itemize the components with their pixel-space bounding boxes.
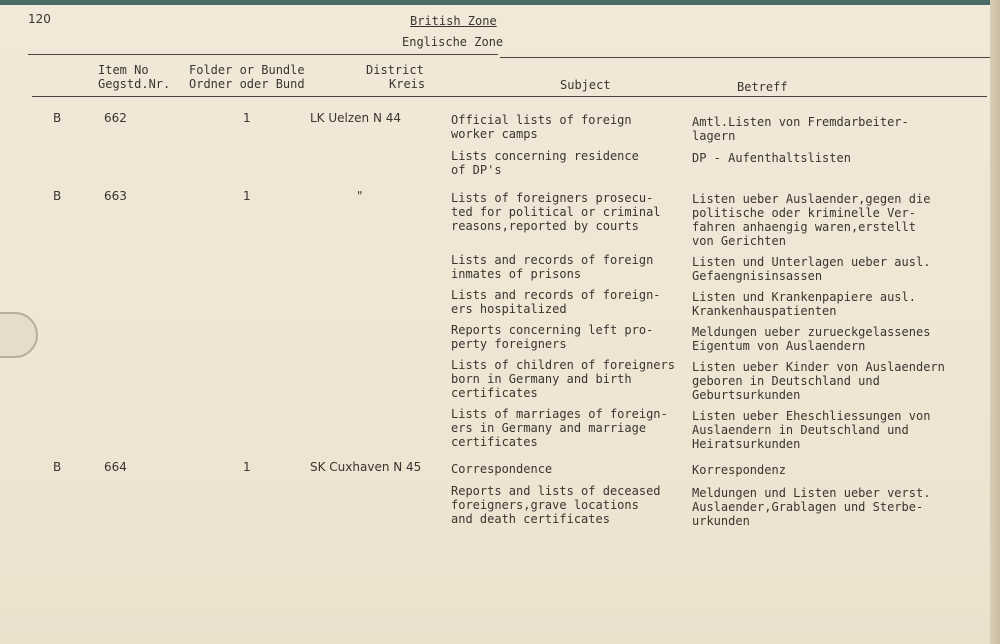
page-right-edge bbox=[990, 0, 1000, 644]
entry-betreff: DP - Aufenthaltslisten bbox=[692, 151, 851, 165]
entry-subject: Lists of marriages of foreign- ers in Germany and marriage certificates bbox=[451, 407, 668, 449]
entry-subject: Lists and records of foreign- ers hospitalized bbox=[451, 288, 661, 316]
header-folder-de: Ordner oder Bund bbox=[189, 77, 305, 91]
header-district-de: Kreis bbox=[389, 77, 426, 91]
entry-betreff: Amtl.Listen von Fremdarbeiter- lagern bbox=[692, 115, 909, 143]
header-betreff: Betreff bbox=[737, 80, 788, 94]
header-district: District bbox=[366, 63, 424, 77]
entry-subject: Correspondence bbox=[451, 462, 553, 476]
binder-tab bbox=[0, 312, 38, 358]
entry-betreff: Listen ueber Eheschliessungen von Auslaendern in Deutschland und Heiratsurkunden bbox=[692, 409, 931, 451]
row-663-district: " bbox=[357, 189, 363, 203]
page-top-edge bbox=[0, 0, 1000, 5]
header-subject: Subject bbox=[560, 78, 611, 92]
row-662-series: B bbox=[53, 111, 62, 125]
page-number: 120 bbox=[28, 12, 51, 26]
row-663-item: 663 bbox=[104, 189, 127, 203]
header-folder: Folder or Bundle bbox=[189, 63, 305, 77]
row-663-folder: 1 bbox=[243, 189, 251, 203]
entry-subject: Reports and lists of deceased foreigners,grave locations and death certificates bbox=[451, 484, 661, 526]
row-664-series: B bbox=[53, 460, 62, 474]
entry-subject: Lists of children of foreigners born in Germany and birth certificates bbox=[451, 358, 675, 400]
row-662-folder: 1 bbox=[243, 111, 251, 125]
entry-betreff: Listen ueber Auslaender,gegen die politische oder kriminelle Ver- fahren anhaengig waren,erstellt von Gerichten bbox=[692, 192, 931, 248]
header-rule-top-right bbox=[500, 57, 990, 58]
zone-subtitle: Englische Zone bbox=[402, 35, 504, 49]
entry-betreff: Listen und Krankenpapiere ausl. Krankenhauspatienten bbox=[692, 290, 916, 318]
header-rule-bottom bbox=[32, 96, 987, 97]
header-item-no: Item No bbox=[98, 63, 149, 77]
row-664-item: 664 bbox=[104, 460, 127, 474]
entry-betreff: Listen und Unterlagen ueber ausl. Gefaengnisinsassen bbox=[692, 255, 931, 283]
entry-betreff: Listen ueber Kinder von Auslaendern geboren in Deutschland und Geburtsurkunden bbox=[692, 360, 945, 402]
entry-betreff: Meldungen und Listen ueber verst. Auslaender,Grablagen und Sterbe- urkunden bbox=[692, 486, 931, 528]
row-664-district: SK Cuxhaven N 45 bbox=[310, 460, 422, 474]
entry-subject: Lists concerning residence of DP's bbox=[451, 149, 639, 177]
header-rule-top-left bbox=[28, 54, 498, 55]
entry-betreff: Korrespondenz bbox=[692, 463, 786, 477]
header-item-no-de: Gegstd.Nr. bbox=[98, 77, 171, 91]
row-664-folder: 1 bbox=[243, 460, 251, 474]
entry-betreff: Meldungen ueber zurueckgelassenes Eigentum von Auslaendern bbox=[692, 325, 931, 353]
entry-subject: Lists of foreigners prosecu- ted for political or criminal reasons,reported by courts bbox=[451, 191, 661, 233]
row-662-item: 662 bbox=[104, 111, 127, 125]
row-663-series: B bbox=[53, 189, 62, 203]
zone-title: British Zone bbox=[410, 14, 497, 28]
entry-subject: Lists and records of foreign inmates of prisons bbox=[451, 253, 654, 281]
entry-subject: Reports concerning left pro- perty foreigners bbox=[451, 323, 654, 351]
entry-subject: Official lists of foreign worker camps bbox=[451, 113, 632, 141]
row-662-district: LK Uelzen N 44 bbox=[310, 111, 402, 125]
